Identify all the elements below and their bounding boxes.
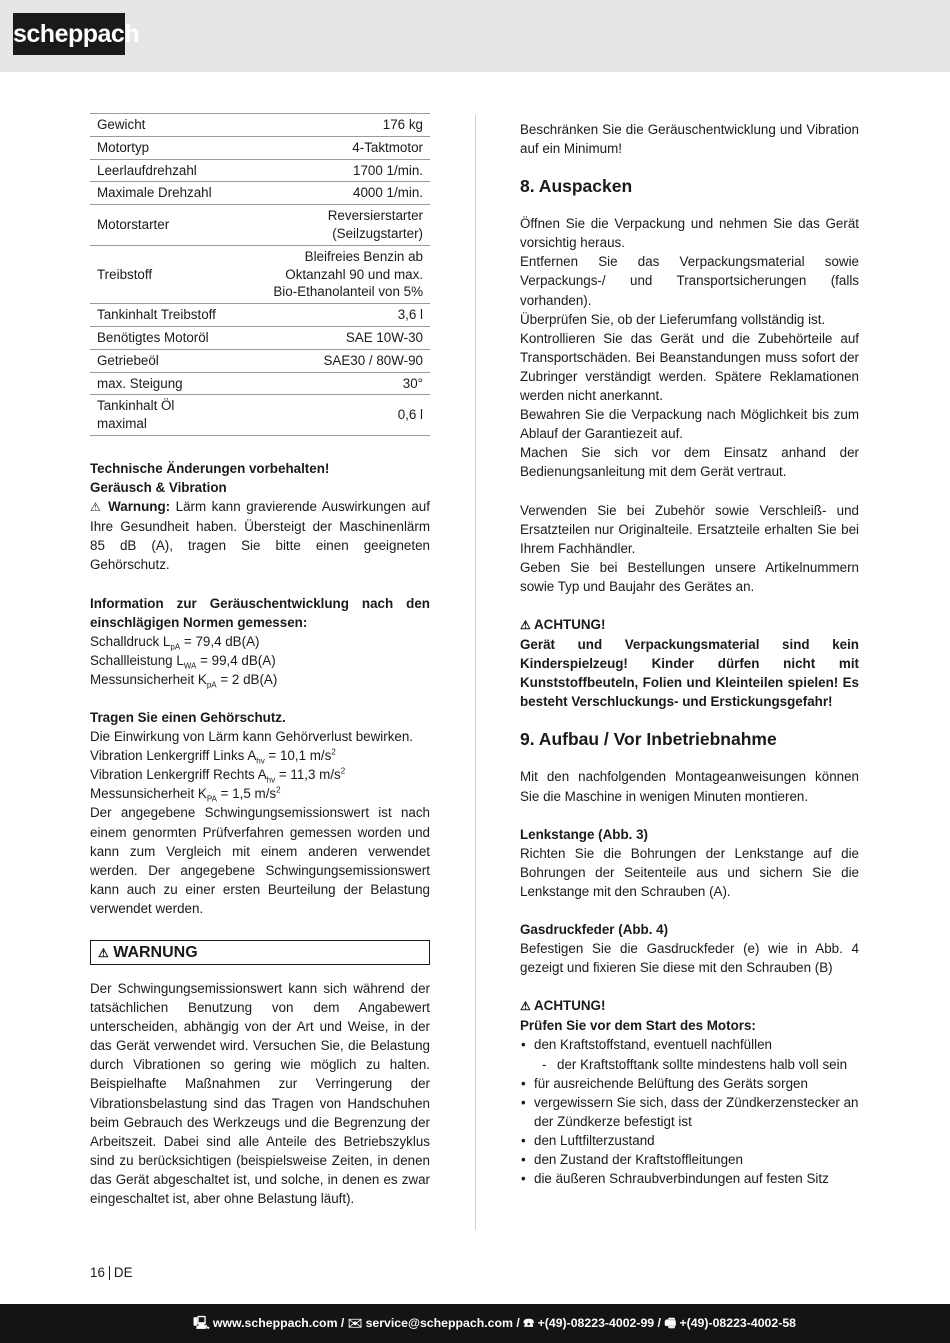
spec-label: Motortyp: [90, 136, 254, 159]
table-row: [90, 205, 430, 246]
tech-changes-note: Technische Änderungen vorbehalten!: [90, 460, 330, 476]
spec-label: max. Steigung: [90, 372, 254, 395]
sound-power-value: = 99,4 dB(A): [196, 652, 276, 668]
spec-value: SAE30 / 80W-90: [254, 349, 430, 372]
sound-power-label: Schallleistung L: [90, 652, 184, 668]
spec-label: Tankinhalt Öl maximal: [90, 395, 254, 436]
caution-label: ACHTUNG!: [534, 616, 606, 632]
list-item: • für ausreichende Belüftung des Geräts sorgen: [520, 1074, 859, 1093]
vibration-right: [90, 765, 430, 784]
vibration-paragraph: Der angegebene Schwingungsemissionswert ist nach einem genormten Prüfverfahren gemessen worden und kann zum Vergleich mit einem anderen verwendet werden. Der angegebene Schwingungsemissionswert kann auch zu einer ersten Beurteilung der Belastung verwendet werden.: [90, 805, 430, 916]
pre-start-checklist: [520, 1035, 859, 1054]
page-language: DE: [113, 1265, 133, 1280]
spec-value: Bleifreies Benzin ab Oktanzahl 90 und max. Bio-Ethanolanteil von 5%: [254, 245, 430, 303]
spec-label: Benötigtes Motoröl: [90, 326, 254, 349]
table-row: [90, 372, 430, 395]
section-heading-unpacking: 8. Auspacken: [520, 176, 633, 197]
noise-limit-intro: Beschränken Sie die Geräuschentwicklung und Vibration auf ein Minimum!: [520, 122, 859, 157]
section-heading-assembly: 9. Aufbau / Vor Inbetriebnahme: [520, 729, 777, 750]
handlebar-text: Richten Sie die Bohrungen der Lenkstange auf die Bohrungen der Seitenteile aus und sichern Sie die Lenkstange mit den Schrauben (A).: [520, 845, 859, 899]
sound-power-sub: WA: [183, 661, 197, 671]
spec-value: Reversierstarter (Seilzugstarter): [254, 205, 430, 246]
list-item: • den Kraftstoffstand, eventuell nachfüllen: [520, 1035, 859, 1054]
uncertainty-value: = 1,5 m/s: [216, 786, 277, 802]
footer-fax: +(49)-08223-4002-58: [679, 1316, 796, 1330]
list-item: • vergewissern Sie sich, dass der Zündkerzenstecker an der Zündkerze befestigt ist: [520, 1093, 859, 1131]
spec-table: [90, 113, 430, 436]
footer-phone: +(49)-08223-4002-99 /: [537, 1316, 661, 1330]
uncertainty-value: = 2 dB(A): [216, 671, 278, 687]
fax-icon: 🖷: [664, 1316, 677, 1330]
scheppach-logo: scheppach: [13, 13, 125, 55]
pre-start-checklist-cont: [520, 1074, 859, 1189]
vibration-right-value: = 11,3 m/s: [275, 767, 341, 783]
vibration-left-label: Vibration Lenkergriff Links A: [90, 748, 257, 764]
order-info-text: Geben Sie bei Bestellungen unsere Artikelnummern sowie Typ und Baujahr des Gerätes an.: [520, 559, 859, 594]
uncertainty-sound: [90, 670, 430, 689]
warning-triangle-icon: ⚠: [90, 500, 103, 515]
spec-value: 30°: [254, 372, 430, 395]
spec-value: 4-Taktmotor: [254, 136, 430, 159]
uncertainty-vibration: [90, 784, 430, 803]
spec-value: 0,6 l: [254, 395, 430, 436]
warning-triangle-icon: ⚠: [520, 999, 531, 1014]
gas-spring-text: Befestigen Sie die Gasdruckfeder (e) wie in Abb. 4 gezeigt und fixieren Sie diese mit den Schrauben (B): [520, 941, 859, 976]
list-item: • den Zustand der Kraftstoffleitungen: [520, 1150, 859, 1169]
table-row: [90, 349, 430, 372]
uncertainty-label: Messunsicherheit K: [90, 786, 207, 802]
spec-value: 4000 1/min.: [254, 182, 430, 205]
spec-value: 3,6 l: [254, 304, 430, 327]
pre-start-check-heading: Prüfen Sie vor dem Start des Motors:: [520, 1018, 756, 1034]
table-row: [90, 114, 430, 137]
unpack-text: Öffnen Sie die Verpackung und nehmen Sie das Gerät vorsichtig heraus.: [520, 216, 859, 251]
table-row: [90, 326, 430, 349]
table-row: [90, 182, 430, 205]
assembly-intro: Mit den nachfolgenden Montageanweisungen können Sie die Maschine in wenigen Minuten montieren.: [520, 769, 859, 804]
table-row: [90, 136, 430, 159]
spec-value: 176 kg: [254, 114, 430, 137]
handlebar-heading: Lenkstange (Abb. 3): [520, 826, 648, 842]
spec-label: Getriebeöl: [90, 349, 254, 372]
table-row: [90, 395, 430, 436]
list-subitem: - der Kraftstofftank sollte mindestens halb voll sein: [542, 1056, 848, 1072]
table-row: [90, 159, 430, 182]
squared-sup: 2: [331, 747, 336, 757]
warning-paragraph: Der Schwingungsemissionswert kann sich während der tatsächlichen Benutzung von dem Angabewert unterscheiden, abhängig von der Art und Weise, in der das Gerät verwendet wird. Versuchen Sie, die Belastung durch Vibrationen so gering wie möglich zu halten. Beispielhafte Maßnahmen zur Verringerung der Vibrationsbelastung sind das Tragen von Handschuhen beim Gebrauch des Werkzeugs und die Begrenzung der Arbeitszeit. Dabei sind alle Anteile des Betriebszyklus sind zu berücksichtigen (beispielsweise Zeiten, in denen das Gerät abgeschaltet ist, und solche, in denen es zwar eingeschaltet ist, aber ohne Belastung läuft).: [90, 981, 430, 1207]
caution-label: ACHTUNG!: [534, 998, 606, 1014]
squared-sup: 2: [340, 766, 346, 776]
unpack-text: Kontrollieren Sie das Gerät und die Zubehörteile auf Transportschäden. Bei Beanstandungen muss sofort der Zubringer verständigt werden. Spätere Reklamationen werden nicht anerkannt.: [520, 330, 859, 404]
spare-parts-text: Verwenden Sie bei Zubehör sowie Verschleiß- und Ersatzteilen nur Originalteile. Ersatzteile erhalten Sie bei Ihrem Fachhändler.: [520, 502, 859, 556]
table-row: [90, 245, 430, 303]
vibration-left-value: = 10,1 m/s: [264, 748, 332, 764]
vibration-right-sub: hv: [266, 775, 276, 785]
unpack-text: Bewahren Sie die Verpackung nach Möglichkeit bis zum Ablauf der Garantiezeit auf.: [520, 407, 859, 442]
noise-heading: Geräusch & Vibration: [90, 480, 227, 496]
uncertainty-label: Messunsicherheit K: [90, 671, 207, 687]
list-item: • die äußeren Schraubverbindungen auf festen Sitz: [520, 1169, 859, 1188]
right-column: [520, 120, 859, 1188]
computer-icon: 🖳: [193, 1316, 210, 1330]
table-row: [90, 304, 430, 327]
uncertainty-sub: PA: [206, 795, 217, 805]
spec-label: Tankinhalt Treibstoff: [90, 304, 254, 327]
page-number-divider: [109, 1266, 110, 1280]
page-header: [0, 0, 950, 72]
page-number-value: 16: [90, 1265, 105, 1280]
footer-website[interactable]: www.scheppach.com /: [212, 1316, 345, 1330]
left-column: [90, 113, 430, 1208]
warning-text: Lärm kann gravierende Auswirkungen auf Ihre Gesundheit haben. Übersteigt der Maschinenlärm 85 dB (A), tragen Sie bitte einen geeigneten Gehörschutz.: [90, 499, 430, 573]
gas-spring-heading: Gasdruckfeder (Abb. 4): [520, 922, 669, 937]
spec-label: Motorstarter: [90, 205, 254, 246]
mail-icon: ✉: [347, 1316, 363, 1330]
uncertainty-sub: pA: [206, 680, 217, 690]
squared-sup: 2: [276, 785, 281, 795]
warning-triangle-icon: ⚠: [520, 617, 531, 632]
warning-box-label: WARNUNG: [113, 944, 198, 962]
noise-info-heading: Information zur Geräuschentwicklung nach den einschlägigen Normen gemessen:: [90, 595, 430, 630]
page-footer: [0, 1304, 950, 1343]
footer-email[interactable]: service@scheppach.com /: [365, 1316, 520, 1330]
hearing-protection-text: Die Einwirkung von Lärm kann Gehörverlust bewirken.: [90, 729, 414, 745]
child-safety-warning: Gerät und Verpackungsmaterial sind kein Kinderspielzeug! Kinder dürfen nicht mit Kunststoffbeuteln, Folien und Kleinteilen spielen! Es besteht Verschluckungs- und Erstickungsgefahr!: [520, 637, 859, 710]
spec-label: Maximale Drehzahl: [90, 182, 254, 205]
unpack-text: Entfernen Sie das Verpackungsmaterial sowie Verpackungs-/ und Transportsicherungen (falls vorhanden).: [520, 254, 859, 308]
warning-label: Warnung:: [108, 499, 171, 515]
noise-warning: [90, 497, 430, 574]
caution-heading: [520, 996, 859, 1016]
sound-pressure-label: Schalldruck L: [90, 633, 171, 649]
spec-label: Treibstoff: [90, 245, 254, 303]
vibration-left: [90, 746, 430, 765]
spec-label: Leerlaufdrehzahl: [90, 159, 254, 182]
warning-triangle-icon: ⚠: [98, 946, 109, 961]
caution-heading: [520, 615, 859, 635]
column-divider: [475, 115, 476, 1230]
sound-pressure-value: = 79,4 dB(A): [180, 633, 260, 649]
sound-pressure-sub: pA: [170, 642, 181, 652]
unpack-text: Überprüfen Sie, ob der Lieferumfang vollständig ist.: [520, 311, 826, 327]
sound-power: [90, 651, 430, 670]
page-number: [90, 1265, 133, 1280]
phone-icon: ☎: [523, 1316, 535, 1330]
vibration-right-label: Vibration Lenkergriff Rechts A: [90, 767, 267, 783]
spec-label: Gewicht: [90, 114, 254, 137]
list-subitem-text: der Kraftstofftank sollte mindestens halb voll sein: [557, 1056, 848, 1072]
unpack-text: Machen Sie sich vor dem Einsatz anhand der Bedienungsanleitung mit dem Gerät vertraut.: [520, 445, 859, 480]
sound-pressure: [90, 632, 430, 651]
spec-value: SAE 10W-30: [254, 326, 430, 349]
list-item: • den Luftfilterzustand: [520, 1131, 859, 1150]
vibration-left-sub: hv: [256, 756, 265, 766]
spec-value: 1700 1/min.: [254, 159, 430, 182]
hearing-protection-heading: Tragen Sie einen Gehörschutz.: [90, 709, 286, 725]
warning-box: [90, 940, 430, 965]
